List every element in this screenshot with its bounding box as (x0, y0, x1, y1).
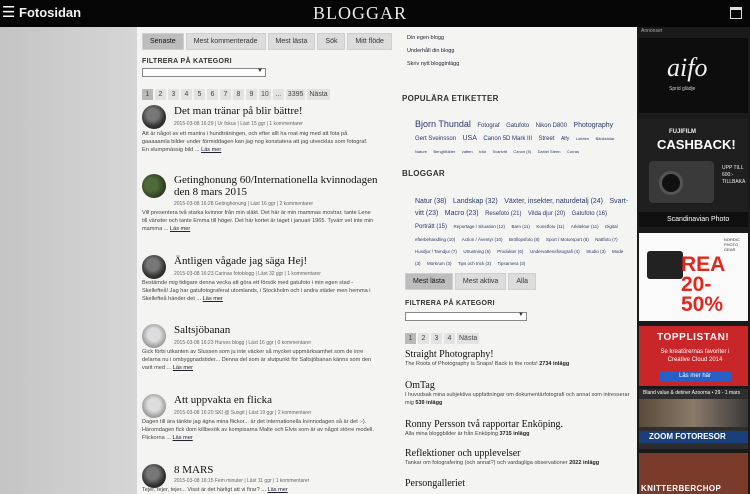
tag-link[interactable]: Gatufoto (506, 123, 530, 129)
category-link[interactable]: Barn (11) (511, 224, 530, 229)
tag-link[interactable]: Corras (566, 149, 579, 154)
zoom-footer: ZOOM FOTORESOR (639, 431, 748, 443)
page-4[interactable]: 4 (444, 333, 455, 344)
knit-text: KNITTERBERCHOP (641, 484, 722, 493)
avatar[interactable] (142, 464, 166, 488)
zoom-image (639, 399, 748, 427)
post-meta: 2015-03-08 16:23 Carinas fotoblogg | Läst 32 ggr | 1 kommentarer (174, 271, 321, 277)
ad-aifo[interactable] (639, 38, 748, 113)
pagination (142, 89, 332, 100)
ad-rea[interactable] (639, 233, 748, 321)
ad-knitterberchop[interactable] (639, 453, 748, 494)
tag-link[interactable]: Alfy (560, 136, 570, 142)
avatar[interactable] (142, 174, 166, 198)
category-link[interactable]: Landskap (32) (452, 198, 498, 205)
post-meta: 2015-03-08 16:28 Getinghonung | Läst 16 ggr | 2 kommentarer (174, 201, 314, 207)
page-9[interactable]: 9 (246, 89, 257, 100)
next-page-button[interactable]: Nästa (309, 91, 328, 98)
menu-icon[interactable]: ☰ (2, 3, 16, 21)
blog-title[interactable]: Ronny Persson två rapportar Enköping. (405, 419, 564, 430)
read-more-link[interactable]: Läs mer (169, 226, 191, 232)
page-3[interactable]: 3 (431, 333, 442, 344)
blog-title[interactable]: OmTag (405, 380, 435, 391)
next-page-button[interactable]: Nästa (459, 335, 478, 342)
category-link[interactable]: Tips och trick (3) (457, 261, 491, 266)
tab-senaste[interactable]: Senaste (142, 33, 184, 50)
tag-link[interactable]: Canon (5) (513, 149, 532, 154)
page-8[interactable]: 8 (233, 89, 244, 100)
fuji-brand: FUJIFILM (669, 129, 696, 135)
chevron-down-icon: ▼ (257, 68, 263, 74)
blog-description: Tankar om fotografering (och annat?) och vardagliga observationer 2022 inlägg (405, 460, 600, 466)
post-excerpt: Dagen till ära tänkte jag ägna mina flickor... är det internationella kvinnodagen så är det :-). Häromdagen fick dom killbesök av kompisarna Malte och Elvis som är av något större modell. Flickorna ... Läs mer (142, 419, 374, 441)
category-link[interactable]: Utrustning (6) (463, 249, 491, 254)
category-link[interactable]: Mode (3) (415, 249, 624, 266)
tab-sök[interactable]: Sök (317, 33, 345, 50)
post-title[interactable]: Saltsjöbanan (174, 324, 231, 336)
page-7[interactable]: 7 (220, 89, 231, 100)
read-more-link[interactable]: Läs mer (172, 435, 193, 441)
rea-brand: NORDIC PHOTO GEAR (724, 237, 740, 252)
page-3[interactable]: 3 (168, 89, 179, 100)
post-meta: 2015-03-08 16:29 | Ur fokus | Läst 15 ggr | 1 kommentarer (174, 121, 303, 127)
tag-link[interactable]: Canon 5D Mark III (483, 136, 533, 142)
blog-post (142, 105, 377, 161)
post-meta: 2015-03-08 16:23 Hurves blogg | Läst 16 ggr | 0 kommentarer (174, 340, 312, 346)
site-logo[interactable]: Fotosidan (19, 5, 82, 20)
rea-text: REA 20-50% (681, 253, 725, 316)
category-link[interactable]: Studio (3) (586, 249, 606, 254)
read-more-link[interactable]: Läs mer (267, 487, 288, 493)
post-excerpt: Tejer, tejer, tejer... Visst är det härligt att vi firar? ... Läs mer (142, 487, 288, 493)
filter-label-2: FILTRERA PÅ KATEGORI (405, 300, 495, 307)
category-cloud (415, 194, 630, 268)
aifo-logo: aifo (667, 53, 708, 82)
avatar[interactable] (142, 255, 166, 279)
top-blog-item (405, 478, 630, 489)
category-link[interactable]: Vilda djur (20) (527, 211, 566, 217)
tag-link[interactable]: Gert Sveinsson (415, 136, 457, 142)
category-link[interactable]: Produkter (6) (497, 249, 524, 254)
blog-title[interactable]: Reflektioner och upplevelser (405, 448, 521, 459)
category-link[interactable]: Mörkrum (3) (426, 261, 452, 266)
zoom-header: Bland value & detiner Azoorna • 29 - 1 mars (643, 390, 741, 396)
ad-fujifilm[interactable] (639, 119, 748, 227)
tab-mest-lästa[interactable]: Mest lästa (268, 33, 316, 50)
page-10[interactable]: 10 (261, 91, 269, 98)
post-excerpt: Bestämde mig tidigare denna vecka att göra ett försök med gatufoto i min egen stad - Skellefteå! Jag har gatufotograferat utomlands, i Stockholm och i andra städer men hemma i Skellefteå händer det ... Läs mer (142, 280, 371, 302)
post-title[interactable]: Äntligen vågade jag säga Hej! (174, 255, 308, 267)
category-link[interactable]: Digital efterbehandling (10) (415, 224, 618, 242)
tag-link[interactable]: Street (538, 136, 555, 142)
tag-link[interactable]: Fotograf (477, 123, 500, 129)
section-title: BLOGGAR (313, 3, 408, 23)
ad-topplistan[interactable] (639, 326, 748, 386)
category-link[interactable]: Svart-vitt (23) (415, 198, 629, 217)
post-meta: 2015-03-08 16:15 Fem minuter | Läst 11 ggr | 1 kommentarer (174, 478, 310, 484)
category-link[interactable]: Reportage / Situation (12) (453, 224, 505, 229)
tag-link[interactable]: Nikon D800 (535, 123, 567, 129)
post-title[interactable]: Att uppvakta en flicka (174, 394, 273, 406)
category-link[interactable]: Bröllopsfoto (8) (508, 237, 540, 242)
avatar[interactable] (142, 394, 166, 418)
page-6[interactable]: 6 (207, 89, 218, 100)
top-bar (0, 0, 750, 27)
category-link[interactable]: Natur (38) (415, 198, 447, 205)
tab-mest-aktiva[interactable]: Mest aktiva (455, 273, 506, 290)
popular-tags-heading: POPULÄRA ETIKETTER (402, 94, 499, 103)
chevron-down-icon: ▼ (518, 312, 524, 318)
tab-mest-kommenterade[interactable]: Mest kommenterade (186, 33, 266, 50)
blog-title[interactable]: Straight Photography! (405, 349, 494, 360)
tag-link[interactable]: Photography (573, 122, 614, 129)
blog-list-tabs (405, 273, 538, 290)
blog-post (142, 255, 377, 313)
fuji-headline: CASHBACK! (657, 137, 736, 152)
blog-tabs (142, 33, 394, 50)
avatar[interactable] (142, 105, 166, 129)
tag-link[interactable]: Daniel Steen (537, 149, 561, 154)
page-1[interactable]: 1 (142, 89, 153, 100)
category-link[interactable]: Sport / Motorsport (8) (545, 237, 589, 242)
post-excerpt: Gick förbi utkanten av Slussen som ju inte väcker så mycket uppmärksamhet som de inre delarna nu i ombyggnadstider... Denna del som är slutpunkt för Saltsjöbanan känns som den varit med ... Läs mer (142, 349, 372, 371)
category-link[interactable]: Tipsamera (3) (497, 261, 526, 266)
tag-link[interactable]: Nature (415, 149, 428, 154)
post-excerpt: Vill presentera två starka kvinnor från min släkt. Det här är min mammas mostrar, tante Lene till vänster och tante Emma till höger. Det här kortet är taget i januari 1965. Tyvärr vet inte min mamma ... Läs mer (142, 210, 374, 232)
main-content (137, 27, 637, 494)
category-link[interactable]: Porträtt (15) (415, 224, 448, 230)
blog-post (142, 464, 377, 494)
my-blog-link[interactable]: Din egen blogg (407, 35, 445, 41)
page-...: ... (273, 89, 284, 100)
category-link[interactable]: Resefoto (21) (485, 211, 522, 217)
topplistan-sub: Se kreatörernas favoriter i Creative Cloud 2014 (660, 349, 730, 363)
blog-post (142, 324, 377, 382)
blog-description: The Roots of Photography is Snaps! Back to the roots! 2734 inlägg (405, 361, 570, 367)
fuji-store: Scandinavian Photo (639, 212, 748, 227)
avatar[interactable] (142, 324, 166, 348)
post-title[interactable]: Det man tränar på blir bättre! (174, 105, 303, 117)
lens-image (659, 171, 683, 195)
page-1[interactable]: 1 (405, 333, 416, 344)
read-more-link[interactable]: Läs mer (201, 147, 222, 153)
pagination-2 (405, 333, 481, 344)
tag-cloud (415, 118, 630, 156)
filter-label: FILTRERA PÅ KATEGORI (142, 58, 232, 65)
top-blog-item (405, 448, 630, 467)
read-more-link[interactable]: Läs mer (172, 365, 194, 371)
page-3395[interactable]: 3395 (287, 91, 304, 98)
page-2[interactable]: 2 (155, 89, 166, 100)
page-4[interactable]: 4 (181, 89, 192, 100)
left-background (0, 27, 137, 494)
page-2[interactable]: 2 (418, 333, 429, 344)
top-blog-item (405, 380, 630, 407)
tag-link[interactable]: Bjorn Thundal (415, 119, 471, 129)
top-blog-item (405, 349, 630, 368)
tag-link[interactable]: Bänkstolar (595, 136, 615, 141)
page-5[interactable]: 5 (194, 89, 205, 100)
category-select[interactable] (142, 68, 266, 77)
post-title[interactable]: 8 MARS (174, 464, 214, 476)
topplistan-title: TOPPLISTAN! (657, 332, 730, 343)
tag-link[interactable]: Svartvitt (492, 149, 507, 154)
category-select-2[interactable] (405, 312, 527, 321)
category-link[interactable]: Nattfoto (7) (595, 237, 618, 242)
blog-post (142, 394, 377, 452)
post-title[interactable]: Getinghonung 60/Internationella kvinnodagen den 8 mars 2015 (174, 174, 378, 198)
tag-link[interactable]: Lofoten (575, 136, 590, 141)
category-link[interactable]: Växter, insekter, naturdetalj (24) (504, 198, 604, 205)
ads-column (637, 27, 750, 494)
gear-image (647, 251, 683, 279)
tag-link[interactable]: USA (462, 135, 477, 142)
fuji-upto: UPP TILL 600:- TILLBAKA (722, 165, 746, 185)
category-link[interactable]: Husdjur / Tamdjur (7) (415, 249, 457, 254)
category-link[interactable]: Action / Äventyr (10) (461, 237, 503, 242)
ads-label: Annonser (641, 28, 663, 34)
tab-alla[interactable]: Alla (508, 273, 536, 290)
post-meta: 2015-03-08 16:20 SKI @ Susgit | Läst 19 ggr | 2 kommentarer (174, 410, 312, 416)
read-more-link[interactable]: Läs mer (202, 296, 223, 302)
blog-description: Alla mina bloggbilder är från Enköping 3715 inlägg (405, 431, 530, 437)
tab-mest-lästa[interactable]: Mest lästa (405, 273, 453, 290)
category-link[interactable]: Konstfoto (11) (536, 224, 565, 229)
blog-description: I huvudsak mina subjektiva uppfattningar om dokumentärfotografi och annat som intresserar mig 539 inlägg (405, 392, 630, 406)
category-link[interactable]: Undervattensfotografi (4) (529, 249, 580, 254)
tag-link[interactable]: vatten (461, 149, 473, 154)
blogs-heading: BLOGGAR (402, 169, 445, 178)
category-link[interactable]: Arkitektur (11) (570, 224, 599, 229)
ad-zoom[interactable] (639, 389, 748, 449)
new-post-link[interactable]: Skriv nytt blogginlägg (407, 61, 460, 67)
blog-title[interactable]: Persongalleriet (405, 478, 465, 489)
tag-link[interactable]: Bengt/Bilder (433, 149, 456, 154)
post-excerpt: Att är något av ett mantra i hundträningen, och efter allt ha roat mig med att fota på gaaaaamla bilder under förmiddagen kan jag nog konstatera att jag utvecklas som fotograf. En slumpmässig bild ... Läs mer (142, 131, 368, 153)
read-more-button[interactable]: Läs mer här (659, 371, 731, 382)
category-link[interactable]: Gatufoto (16) (571, 211, 607, 217)
blog-post (142, 174, 377, 240)
tab-mitt-flöde[interactable]: Mitt flöde (347, 33, 391, 50)
maintain-blog-link[interactable]: Underhåll din blogg (407, 48, 455, 54)
calendar-icon[interactable] (730, 7, 742, 19)
aifo-tagline: Sprid glädje (669, 86, 696, 92)
tag-link[interactable]: träd (479, 149, 486, 154)
category-link[interactable]: Macro (23) (444, 210, 479, 217)
top-blog-item (405, 419, 630, 438)
